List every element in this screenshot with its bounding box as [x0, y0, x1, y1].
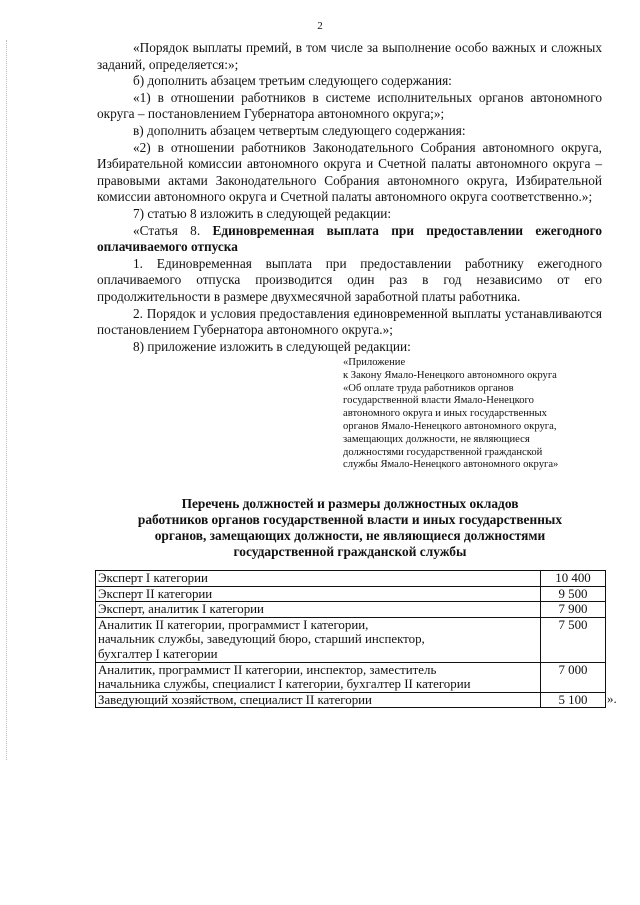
- position-cell: [96, 571, 541, 587]
- amendment-text: [97, 40, 602, 355]
- position-line: Заведующий хозяйством, специалист II категории: [98, 692, 372, 707]
- paragraph: в) дополнить абзацем четвертым следующего содержания:: [133, 122, 466, 138]
- appendix-line: «Об оплате труда работников органов: [343, 382, 514, 394]
- article-number: «Статья 8.: [133, 222, 213, 238]
- table-title-line: государственной гражданской службы: [233, 544, 467, 559]
- position-line: Эксперт I категории: [98, 571, 208, 585]
- appendix-line: должностями государственной гражданской: [343, 446, 543, 458]
- paragraph: «1) в отношении работников в системе исполнительных органов автономного округа – постановлением Губернатора автономного округа;»;: [97, 89, 602, 122]
- paragraph: «2) в отношении работников Законодательного Собрания автономного округа, Избирательной комиссии автономного округа и Счетной палаты автономного округа – правовыми актами Законодательного Собрания автономного округа, Избирательной комиссии автономного округа и Счетной палаты автономного округа соответственно.»;: [97, 139, 602, 205]
- article-title: Единовременная выплата при предоставлении ежегодного оплачиваемого отпуска: [97, 222, 602, 255]
- position-line: Аналитик, программист II категории, инспектор, заместитель: [98, 662, 437, 677]
- table-row: [96, 617, 606, 662]
- salary-cell: 10 400: [541, 571, 606, 587]
- position-cell: [96, 602, 541, 618]
- position-cell: [96, 617, 541, 662]
- position-line: Аналитик II категории, программист I категории,: [98, 617, 369, 632]
- appendix-line: к Закону Ямало-Ненецкого автономного округа: [343, 369, 557, 381]
- table-row: [96, 602, 606, 618]
- salary-cell: 7 000: [541, 662, 606, 692]
- position-line: бухгалтер I категории: [98, 646, 218, 661]
- position-cell: [96, 692, 541, 708]
- salary-cell: 5 100: [541, 692, 606, 708]
- table-title-line: работников органов государственной власти и иных государственных: [137, 512, 563, 527]
- appendix-line: службы Ямало-Ненецкого автономного округа»: [343, 459, 559, 471]
- salary-cell: 9 500: [541, 586, 606, 602]
- position-line: Эксперт, аналитик I категории: [98, 602, 264, 617]
- salary-cell: 7 500: [541, 617, 606, 662]
- table-row: [96, 586, 606, 602]
- paragraph: б) дополнить абзацем третьим следующего содержания:: [133, 73, 452, 89]
- paragraph: 1. Единовременная выплата при предоставлении работнику ежегодного оплачиваемого отпуска производится один раз в год независимо от его продолжительности в размере двухмесячной заработной платы работника.: [97, 255, 602, 304]
- position-line: начальник службы, заведующий бюро, старший инспектор,: [98, 632, 425, 647]
- appendix-line: «Приложение: [343, 357, 406, 368]
- position-line: Эксперт II категории: [98, 586, 213, 601]
- article-8-heading: [97, 223, 602, 256]
- appendix-line: замещающих должности, не являющиеся: [343, 433, 530, 445]
- appendix-line: государственной власти Ямало-Ненецкого: [343, 395, 534, 407]
- positions-table: [95, 570, 606, 708]
- table-row: [96, 571, 606, 587]
- table-row: [96, 662, 606, 692]
- table-title: [95, 496, 605, 560]
- appendix-header: [343, 357, 605, 472]
- paragraph: 8) приложение изложить в следующей редакции:: [133, 338, 411, 354]
- scan-edge-marks: [6, 40, 9, 760]
- table-title-line: органов, замещающих должности, не являющиеся должностями: [154, 528, 546, 543]
- appendix-line: автономного округа и иных государственных: [343, 408, 547, 420]
- appendix-line: органов Ямало-Ненецкого автономного округа,: [343, 420, 557, 432]
- position-line: начальника службы, специалист I категории, бухгалтер II категории: [98, 677, 471, 692]
- paragraph: 2. Порядок и условия предоставления единовременной выплаты устанавливаются постановлением Губернатора автономного округа.»;: [97, 305, 602, 338]
- position-cell: [96, 662, 541, 692]
- closing-mark: ».: [607, 691, 617, 706]
- table-title-line: Перечень должностей и размеры должностных окладов: [181, 496, 519, 511]
- position-cell: [96, 586, 541, 602]
- paragraph: «Порядок выплаты премий, в том числе за выполнение особо важных и сложных заданий, определяется:»;: [97, 40, 602, 72]
- salary-cell: 7 900: [541, 602, 606, 618]
- table-row: [96, 692, 606, 708]
- paragraph: 7) статью 8 изложить в следующей редакции:: [133, 205, 392, 221]
- page-number: 2: [317, 20, 323, 32]
